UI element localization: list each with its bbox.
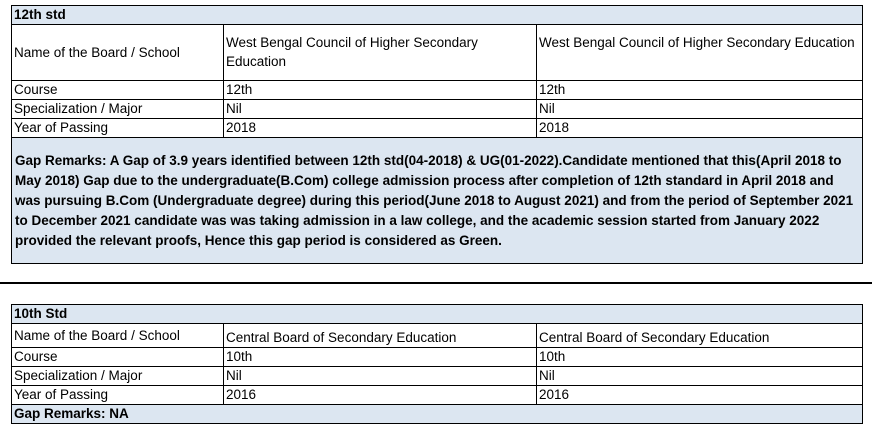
gap-remarks-row <box>12 138 863 264</box>
tenth-std-table <box>11 304 863 424</box>
row-value-1: Nil <box>224 367 537 386</box>
row-value-1: 2016 <box>224 386 537 405</box>
row-value-1: 2018 <box>224 119 537 138</box>
table-row <box>12 386 863 405</box>
gap-remarks: Gap Remarks: NA <box>12 405 863 424</box>
table-row <box>12 348 863 367</box>
section-heading: 12th std <box>12 6 863 25</box>
row-value-2: 2016 <box>537 386 863 405</box>
row-label: Year of Passing <box>12 386 224 405</box>
row-value-1: West Bengal Council of Higher Secondary Education <box>224 25 537 81</box>
row-value-1: 12th <box>224 81 537 100</box>
gap-remarks: Gap Remarks: A Gap of 3.9 years identified between 12th std(04-2018) & UG(01-2022).Candidate mentioned that this(April 2018 to May 2018) Gap due to the undergraduate(B.Com) college admission process after completion of 12th standard in April 2018 and was pursuing B.Com (Undergraduate degree) during this period(June 2018 to August 2021) and from the period of September 2021 to December 2021 candidate was was taking admission in a law college, and the academic session started from January 2022 provided the relevant proofs, Hence this gap period is considered as Green. <box>12 138 863 264</box>
row-label: Year of Passing <box>12 119 224 138</box>
row-value-2: 12th <box>537 81 863 100</box>
section-divider <box>0 282 872 284</box>
table-row <box>12 324 863 348</box>
row-value-2: 2018 <box>537 119 863 138</box>
row-value-1: Central Board of Secondary Education <box>224 324 537 348</box>
table-row <box>12 100 863 119</box>
section-heading: 10th Std <box>12 305 863 324</box>
row-value-2: Nil <box>537 367 863 386</box>
section-header <box>12 6 863 25</box>
row-label: Course <box>12 81 224 100</box>
row-value-2: Nil <box>537 100 863 119</box>
row-label: Name of the Board / School <box>12 324 224 348</box>
table-row <box>12 367 863 386</box>
row-value-2: West Bengal Council of Higher Secondary Education <box>537 25 863 81</box>
row-value-2: 10th <box>537 348 863 367</box>
table-row <box>12 119 863 138</box>
row-value-1: Nil <box>224 100 537 119</box>
row-label: Specialization / Major <box>12 367 224 386</box>
table-row <box>12 25 863 81</box>
gap-remarks-row <box>12 405 863 424</box>
row-value-1: 10th <box>224 348 537 367</box>
table-row <box>12 81 863 100</box>
section-header <box>12 305 863 324</box>
row-label: Name of the Board / School <box>12 25 224 81</box>
row-label: Specialization / Major <box>12 100 224 119</box>
row-label: Course <box>12 348 224 367</box>
twelfth-std-table <box>11 5 863 264</box>
row-value-2: Central Board of Secondary Education <box>537 324 863 348</box>
